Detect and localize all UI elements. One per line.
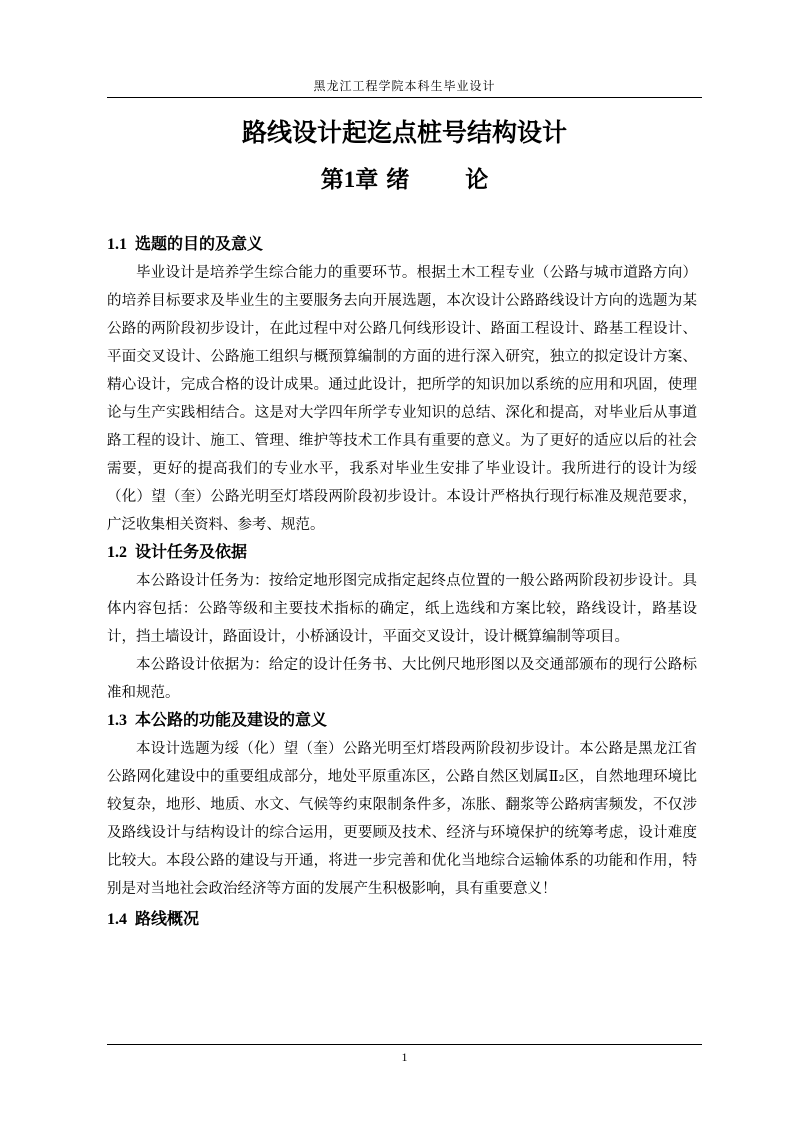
chapter-number: 1 [343,167,356,192]
section-title: 本公路的功能及建设的意义 [135,710,328,729]
document-title: 路线设计起迄点桩号结构设计 [241,118,567,147]
section-number: 1.4 [107,911,127,928]
body-text [107,232,697,931]
chapter-prefix: 第 [320,166,344,193]
paragraph: 本设计选题为绥（化）望（奎）公路光明至灯塔段两阶段初步设计。本公路是黑龙江省公路网化建设中的重要组成部分，地处平原重冻区，公路自然区划属Ⅱ₂区，自然地理环境比较复杂，地形、地质、水文、气候等约束限制条件多，冻胀、翻浆等公路病害频发，不仅涉及路线设计与结构设计的综合运用，更要顾及技术、经济与环境保护的统筹考虑，设计难度比较大。本段公路的建设与开通，将进一步完善和优化当地综合运输体系的功能和作用，特别是对当地社会政治经济等方面的发展产生积极影响，具有重要意义！ [107,741,697,897]
section-title: 路线概况 [135,909,200,928]
chapter-word-2: 论 [465,166,489,193]
section-title: 选题的目的及意义 [135,234,264,253]
paragraph: 本公路设计任务为：按给定地形图完成指定起终点位置的一般公路两阶段初步设计。具体内容包括：公路等级和主要技术指标的确定，纸上选线和方案比较，路线设计，路基设计，挡土墙设计，路面设计，小桥涵设计，平面交叉设计，设计概算编制等项目。 [107,573,697,645]
paragraph: 毕业设计是培养学生综合能力的重要环节。根据土木工程专业（公路与城市道路方向）的培养目标要求及毕业生的主要服务去向开展选题，本次设计公路路线设计方向的选题为某公路的两阶段初步设计，在此过程中对公路几何线形设计、路面工程设计、路基工程设计、平面交叉设计、公路施工组织与概预算编制的方面的进行深入研究，独立的拟定设计方案、精心设计，完成合格的设计成果。通过此设计，把所学的知识加以系统的应用和巩固，使理论与生产实践相结合。这是对大学四年所学专业知识的总结、深化和提高，对毕业后从事道路工程的设计、施工、管理、维护等技术工作具有重要的意义。为了更好的适应以后的社会需要，更好的提高我们的专业水平，我系对毕业生安排了毕业设计。我所进行的设计为绥（化）望（奎）公路光明至灯塔段两阶段初步设计。本设计严格执行现行标准及规范要求，广泛收集相关资料、参考、规范。 [107,265,697,533]
footer-rule [107,1044,702,1045]
chapter-word-1: 章 绪 [355,166,410,193]
section-heading [107,708,697,732]
section-heading [107,232,697,256]
section-number: 1.3 [107,712,127,729]
section-heading [107,540,697,564]
running-header: 黑龙江工程学院本科生毕业设计 [313,79,496,93]
chapter-heading [107,166,702,194]
section-number: 1.1 [107,236,127,253]
section-heading [107,907,697,931]
paragraph: 本公路设计依据为：给定的设计任务书、大比例尺地形图以及交通部颁布的现行公路标准和规范。 [107,657,697,701]
section-number: 1.2 [107,544,127,561]
page-number: 1 [401,1050,408,1064]
header-rule [107,97,702,98]
section-title: 设计任务及依据 [135,542,248,561]
